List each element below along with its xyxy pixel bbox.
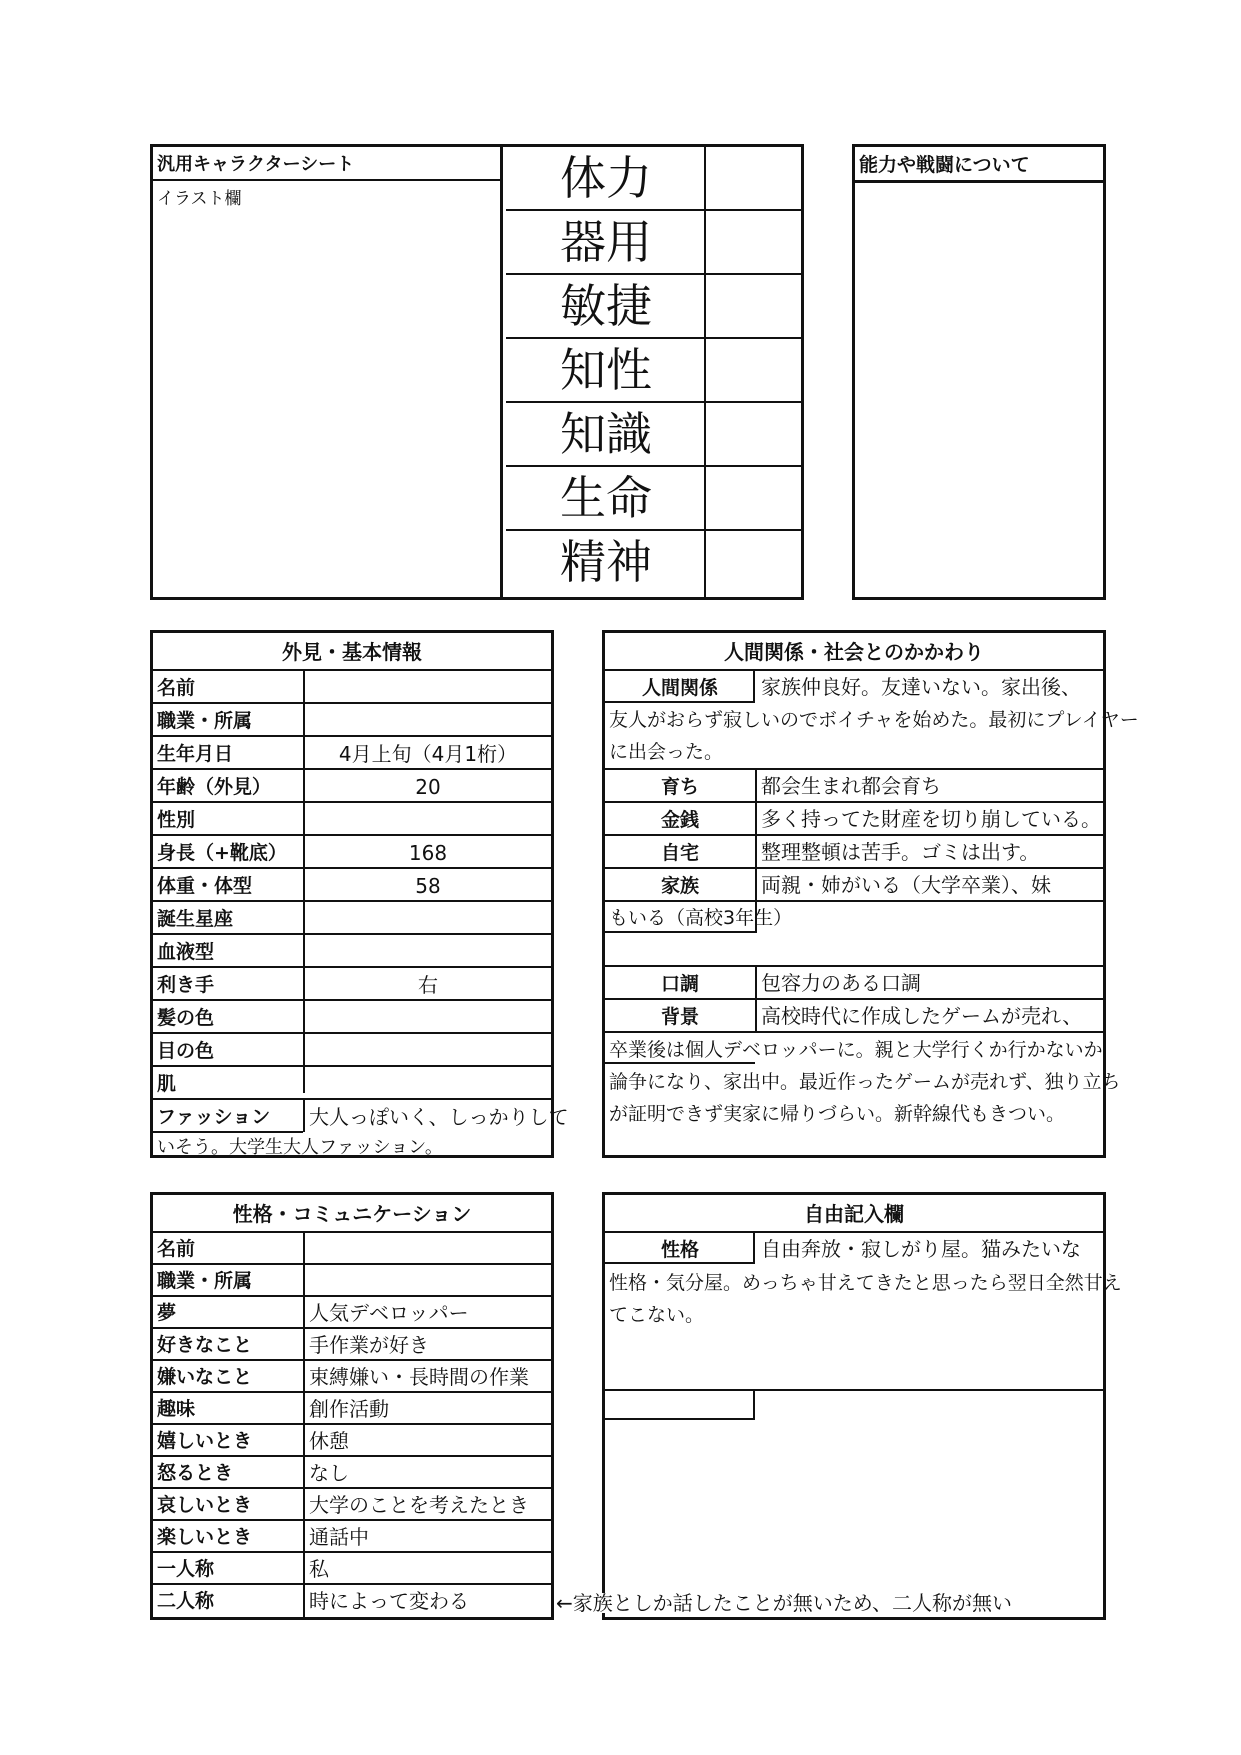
stat-label: 敏捷 — [560, 279, 652, 333]
relations-value-continued: もいる（高校3年生） — [609, 907, 793, 929]
free-value-continued: てこない。 — [609, 1304, 705, 1326]
row-label: 名前 — [157, 677, 196, 699]
row-label: 身長（+靴底） — [157, 842, 287, 864]
fashion-value-continued: いそう。大学生大人ファッション。 — [157, 1137, 443, 1158]
ability-title-cell — [855, 147, 1103, 183]
row-value[interactable]: 創作活動 — [309, 1397, 389, 1421]
stat-label: 知性 — [560, 343, 652, 397]
row-label: 楽しいとき — [157, 1526, 253, 1548]
row-value[interactable]: 右 — [418, 973, 438, 997]
second-person-note: ←家族としか話したことが無いため、二人称が無い — [556, 1591, 1012, 1615]
row-value[interactable]: 手作業が好き — [309, 1333, 429, 1357]
relations-value[interactable]: 多く持ってた財産を切り崩している。 — [761, 807, 1101, 831]
character-sheet-box — [150, 144, 804, 600]
stat-label: 生命 — [560, 471, 652, 525]
row-label: 髪の色 — [157, 1007, 215, 1029]
relations-value[interactable]: 都会生まれ都会育ち — [761, 774, 941, 798]
row-value[interactable]: 4月上旬（4月1桁） — [338, 742, 518, 766]
relations-value[interactable]: 両親・姉がいる（大学卒業）、妹 — [761, 873, 1051, 897]
free-title: 自由記入欄 — [804, 1202, 904, 1226]
stat-label: 器用 — [560, 215, 652, 269]
row-label: ファッション — [157, 1106, 271, 1128]
stat-label: 体力 — [560, 151, 652, 205]
free-value[interactable]: 自由奔放・寂しがり屋。猫みたいな — [761, 1237, 1081, 1261]
relations-label: 人間関係 — [641, 677, 718, 699]
personality-table — [150, 1192, 554, 1620]
sheet-title: 汎用キャラクターシート — [157, 154, 355, 175]
row-value[interactable]: 58 — [415, 874, 441, 898]
relations-value[interactable]: 包容力のある口調 — [761, 971, 921, 995]
row-value[interactable]: 休憩 — [309, 1429, 349, 1453]
row-label: 夢 — [157, 1302, 177, 1324]
row-value[interactable]: 20 — [415, 775, 441, 799]
row-label: 一人称 — [157, 1558, 215, 1580]
row-label: 哀しいとき — [157, 1494, 253, 1516]
row-value[interactable]: 束縛嫌い・長時間の作業 — [309, 1365, 529, 1389]
free-text-area[interactable] — [757, 1391, 1103, 1617]
personality-title: 性格・コミュニケーション — [232, 1202, 472, 1226]
stats-table — [506, 147, 801, 597]
relations-value-continued: が証明できず実家に帰りづらい。新幹線代もきつい。 — [609, 1103, 1066, 1125]
illustration-area[interactable] — [153, 183, 500, 597]
row-label: 嬉しいとき — [157, 1430, 253, 1452]
relations-value-continued: 卒業後は個人デベロッパーに。親と大学行くか行かないか — [609, 1039, 1103, 1061]
row-value[interactable]: 大学のことを考えたとき — [309, 1493, 529, 1517]
row-value[interactable]: 私 — [309, 1557, 329, 1581]
sheet-title-cell — [153, 147, 500, 181]
row-label: 二人称 — [157, 1590, 215, 1612]
relations-value-continued: に出会った。 — [609, 741, 724, 763]
relations-label: 育ち — [660, 776, 699, 798]
ability-text[interactable] — [859, 189, 1099, 589]
fashion-value[interactable]: 大人っぽいく、しっかりして — [309, 1105, 569, 1129]
relations-label: 背景 — [660, 1006, 699, 1028]
ability-box — [852, 144, 1106, 600]
illustration-column — [153, 147, 503, 597]
row-value[interactable]: 通話中 — [309, 1525, 369, 1549]
row-label: 名前 — [157, 1238, 196, 1260]
free-value-continued: 性格・気分屋。めっちゃ甘えてきたと思ったら翌日全然甘え — [609, 1272, 1122, 1294]
ability-title: 能力や戦闘について — [859, 154, 1030, 176]
relations-label: 口調 — [660, 973, 699, 995]
row-value[interactable]: 168 — [408, 841, 448, 865]
appearance-title: 外見・基本情報 — [282, 640, 422, 664]
row-label: 性別 — [157, 809, 196, 831]
row-label: 誕生星座 — [157, 908, 234, 930]
row-value[interactable]: なし — [309, 1461, 349, 1485]
relations-value[interactable]: 整理整頓は苦手。ゴミは出す。 — [761, 840, 1040, 864]
relations-value[interactable]: 家族仲良好。友達いない。家出後、 — [761, 675, 1081, 699]
relations-value[interactable]: 高校時代に作成したゲームが売れ、 — [761, 1004, 1083, 1028]
row-label: 好きなこと — [157, 1334, 253, 1356]
relations-label: 自宅 — [660, 842, 699, 864]
row-label: 怒るとき — [157, 1462, 234, 1484]
free-label: 性格 — [660, 1239, 699, 1261]
row-label: 生年月日 — [157, 743, 234, 765]
row-label: 年齢（外見） — [157, 776, 272, 798]
row-label: 嫌いなこと — [157, 1366, 253, 1388]
row-label: 職業・所属 — [157, 1270, 253, 1292]
row-value[interactable]: 人気デベロッパー — [309, 1301, 469, 1325]
row-label: 血液型 — [157, 941, 215, 963]
relations-value-continued: 友人がおらず寂しいのでボイチャを始めた。最初にプレイヤー — [609, 709, 1139, 731]
row-label: 趣味 — [157, 1398, 196, 1420]
relations-title: 人間関係・社会とのかかわり — [724, 640, 984, 664]
row-label: 利き手 — [157, 974, 215, 996]
appearance-table — [150, 630, 569, 1158]
illust-label: イラスト欄 — [157, 189, 242, 209]
relations-table — [602, 630, 1139, 1158]
row-value[interactable]: 時によって変わる — [309, 1589, 469, 1613]
row-label: 職業・所属 — [157, 710, 253, 732]
relations-value-continued: 論争になり、家出中。最近作ったゲームが売れず、独り立ち — [609, 1071, 1121, 1093]
free-entry-table — [602, 1192, 1122, 1620]
row-label: 目の色 — [157, 1040, 215, 1062]
relations-label: 家族 — [660, 875, 699, 897]
stat-label: 知識 — [560, 407, 652, 461]
relations-label: 金銭 — [660, 809, 699, 831]
stat-label: 精神 — [560, 535, 652, 589]
row-label: 肌 — [157, 1073, 177, 1095]
row-label: 体重・体型 — [157, 875, 253, 897]
